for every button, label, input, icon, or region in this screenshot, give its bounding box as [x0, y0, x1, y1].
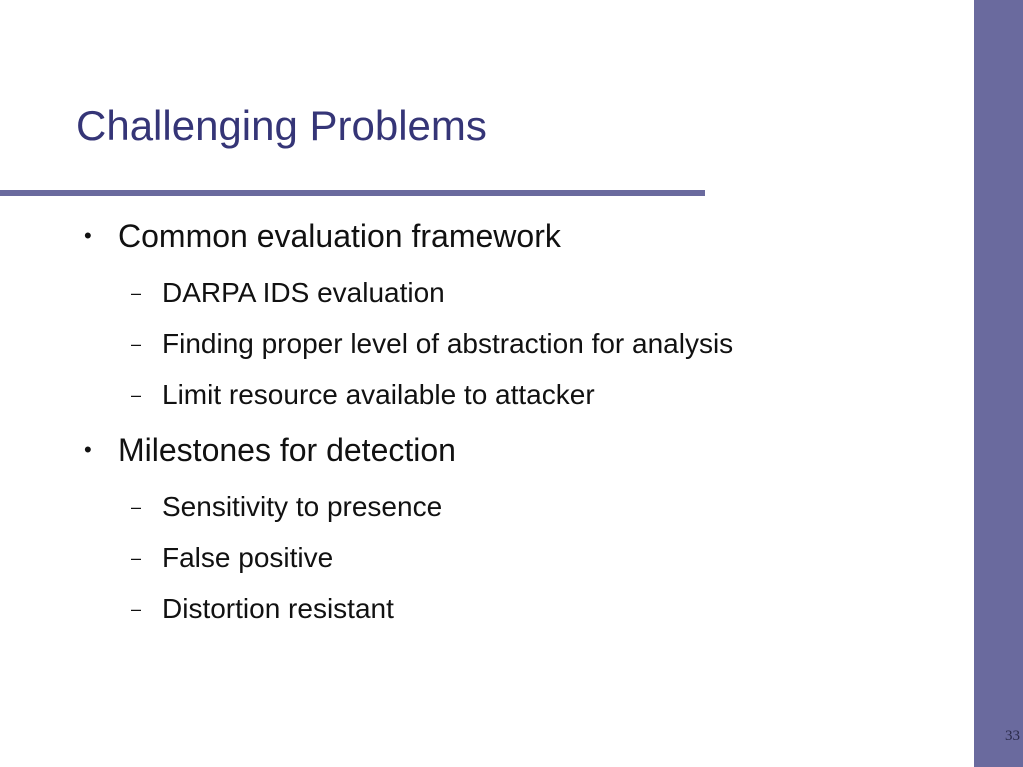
sub-bullet-marker: – [131, 599, 142, 619]
sub-bullet-text: Finding proper level of abstraction for analysis [162, 328, 734, 359]
bullet-item [84, 430, 456, 470]
bullet-marker: • [84, 223, 92, 248]
bullet-item [84, 216, 561, 256]
sub-bullet-marker: – [131, 548, 142, 568]
sub-bullet-item [131, 489, 442, 525]
bullet-text: Milestones for detection [118, 432, 456, 468]
bullet-text: Common evaluation framework [118, 218, 561, 254]
sub-bullet-text: Distortion resistant [162, 593, 394, 624]
bullet-marker: • [84, 437, 92, 462]
sub-bullet-text: False positive [162, 542, 334, 573]
right-accent-bar [974, 0, 1023, 767]
sub-bullet-marker: – [131, 334, 142, 354]
sub-bullet-item [131, 377, 595, 413]
sub-bullet-item [131, 326, 733, 362]
sub-bullet-item [131, 540, 333, 576]
sub-bullet-text: Limit resource available to attacker [162, 379, 595, 410]
slide-title: Challenging Problems [76, 102, 487, 149]
sub-bullet-item [131, 275, 445, 311]
sub-bullet-text: Sensitivity to presence [162, 491, 443, 522]
sub-bullet-marker: – [131, 385, 142, 405]
sub-bullet-text: DARPA IDS evaluation [162, 277, 445, 308]
sub-bullet-marker: – [131, 283, 142, 303]
sub-bullet-marker: – [131, 497, 142, 517]
sub-bullet-item [131, 591, 394, 627]
slide-page-number: 33 [1005, 728, 1020, 744]
